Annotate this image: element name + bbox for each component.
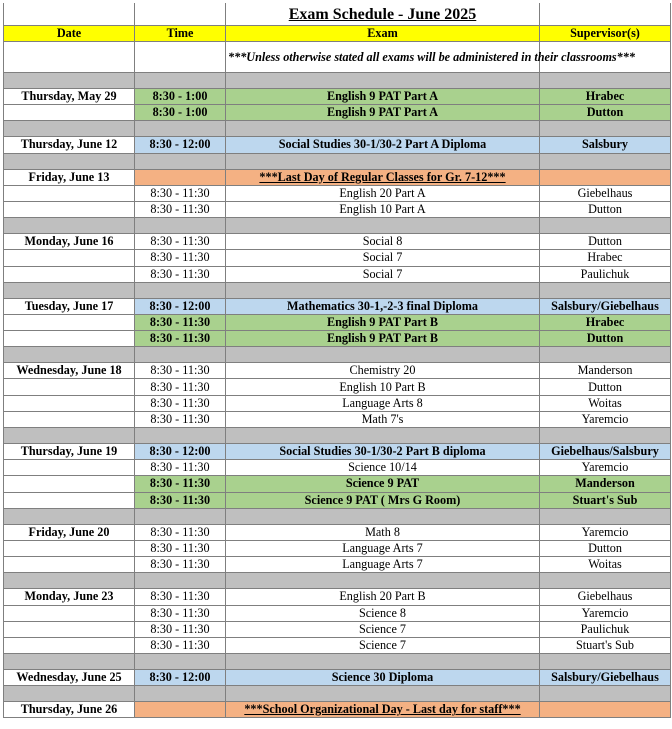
table-row	[4, 234, 671, 250]
time-cell: 8:30 - 12:00	[135, 444, 226, 460]
empty-cell	[135, 42, 226, 73]
time-cell: 8:30 - 11:30	[135, 557, 226, 573]
table-row	[4, 557, 671, 573]
supervisor-cell: Hrabec	[540, 250, 671, 266]
time-cell: 8:30 - 11:30	[135, 637, 226, 653]
separator-row	[4, 153, 671, 169]
time-cell	[135, 169, 226, 185]
exam-cell: Science 9 PAT ( Mrs G Room)	[226, 492, 540, 508]
table-row	[4, 169, 671, 185]
header-row	[4, 26, 671, 42]
exam-cell: ***Last Day of Regular Classes for Gr. 7-12***	[226, 169, 540, 185]
table-row	[4, 540, 671, 556]
date-cell	[4, 621, 135, 637]
time-cell: 8:30 - 1:00	[135, 89, 226, 105]
time-cell: 8:30 - 11:30	[135, 185, 226, 201]
exam-cell: Chemistry 20	[226, 363, 540, 379]
exam-cell: English 9 PAT Part B	[226, 331, 540, 347]
separator-row	[4, 508, 671, 524]
table-row	[4, 524, 671, 540]
date-cell: Wednesday, June 25	[4, 670, 135, 686]
supervisor-cell: Woitas	[540, 557, 671, 573]
table-row	[4, 89, 671, 105]
time-cell: 8:30 - 11:30	[135, 460, 226, 476]
date-cell: Wednesday, June 18	[4, 363, 135, 379]
time-cell: 8:30 - 11:30	[135, 621, 226, 637]
supervisor-cell: Woitas	[540, 395, 671, 411]
table-row	[4, 395, 671, 411]
title-blank	[540, 3, 671, 26]
supervisor-cell: Giebelhaus	[540, 185, 671, 201]
date-cell	[4, 314, 135, 330]
supervisor-cell: Yaremcio	[540, 411, 671, 427]
supervisor-cell: Giebelhaus	[540, 589, 671, 605]
title-blank	[135, 3, 226, 26]
supervisor-cell: Dutton	[540, 379, 671, 395]
table-row	[4, 363, 671, 379]
supervisor-cell: Manderson	[540, 476, 671, 492]
date-cell	[4, 266, 135, 282]
exam-cell: Social 8	[226, 234, 540, 250]
table-row	[4, 605, 671, 621]
table-row	[4, 250, 671, 266]
date-cell: Friday, June 20	[4, 524, 135, 540]
exam-cell: Science 10/14	[226, 460, 540, 476]
date-cell: Monday, June 23	[4, 589, 135, 605]
exam-schedule-table	[3, 3, 671, 718]
table-row	[4, 137, 671, 153]
empty-cell	[4, 42, 135, 73]
note-row	[4, 42, 671, 73]
exam-cell: English 10 Part B	[226, 379, 540, 395]
date-cell	[4, 460, 135, 476]
header-supervisor: Supervisor(s)	[540, 26, 671, 42]
time-cell: 8:30 - 12:00	[135, 670, 226, 686]
time-cell	[135, 702, 226, 718]
date-cell	[4, 605, 135, 621]
supervisor-cell: Dutton	[540, 201, 671, 217]
table-row	[4, 105, 671, 121]
table-row	[4, 411, 671, 427]
supervisor-cell: Giebelhaus/Salsbury	[540, 444, 671, 460]
exam-cell: English 9 PAT Part A	[226, 105, 540, 121]
page-title: Exam Schedule - June 2025	[226, 3, 540, 26]
supervisor-cell: Hrabec	[540, 89, 671, 105]
exam-cell: English 20 Part B	[226, 589, 540, 605]
header-exam: Exam	[226, 26, 540, 42]
supervisor-cell: Dutton	[540, 331, 671, 347]
supervisor-cell: Yaremcio	[540, 524, 671, 540]
exam-cell: English 20 Part A	[226, 185, 540, 201]
date-cell	[4, 250, 135, 266]
header-time: Time	[135, 26, 226, 42]
time-cell: 8:30 - 11:30	[135, 476, 226, 492]
table-row	[4, 621, 671, 637]
supervisor-cell: Stuart's Sub	[540, 492, 671, 508]
exam-cell: ***School Organizational Day - Last day for staff***	[226, 702, 540, 718]
separator-row	[4, 73, 671, 89]
supervisor-cell	[540, 169, 671, 185]
table-row	[4, 589, 671, 605]
exam-cell: Social Studies 30-1/30-2 Part A Diploma	[226, 137, 540, 153]
separator-row	[4, 218, 671, 234]
supervisor-cell: Yaremcio	[540, 605, 671, 621]
date-cell: Thursday, May 29	[4, 89, 135, 105]
table-row	[4, 444, 671, 460]
date-cell	[4, 105, 135, 121]
classroom-note: ***Unless otherwise stated all exams will be administered in their classrooms***	[226, 42, 540, 73]
date-cell: Thursday, June 19	[4, 444, 135, 460]
table-row	[4, 702, 671, 718]
time-cell: 8:30 - 11:30	[135, 266, 226, 282]
date-cell	[4, 379, 135, 395]
table-row	[4, 266, 671, 282]
table-row	[4, 201, 671, 217]
date-cell	[4, 411, 135, 427]
time-cell: 8:30 - 12:00	[135, 298, 226, 314]
time-cell: 8:30 - 11:30	[135, 540, 226, 556]
time-cell: 8:30 - 11:30	[135, 524, 226, 540]
separator-row	[4, 654, 671, 670]
table-row	[4, 331, 671, 347]
title-blank	[4, 3, 135, 26]
date-cell	[4, 476, 135, 492]
supervisor-cell: Dutton	[540, 540, 671, 556]
date-cell	[4, 492, 135, 508]
exam-cell: Social 7	[226, 266, 540, 282]
table-row	[4, 185, 671, 201]
exam-cell: English 10 Part A	[226, 201, 540, 217]
supervisor-cell: Dutton	[540, 105, 671, 121]
time-cell: 8:30 - 12:00	[135, 137, 226, 153]
time-cell: 8:30 - 11:30	[135, 363, 226, 379]
date-cell: Thursday, June 26	[4, 702, 135, 718]
supervisor-cell	[540, 702, 671, 718]
time-cell: 8:30 - 11:30	[135, 605, 226, 621]
date-cell	[4, 395, 135, 411]
date-cell	[4, 637, 135, 653]
date-cell: Friday, June 13	[4, 169, 135, 185]
time-cell: 8:30 - 11:30	[135, 250, 226, 266]
supervisor-cell: Hrabec	[540, 314, 671, 330]
supervisor-cell: Manderson	[540, 363, 671, 379]
header-date: Date	[4, 26, 135, 42]
exam-cell: English 9 PAT Part B	[226, 314, 540, 330]
table-row	[4, 298, 671, 314]
time-cell: 8:30 - 11:30	[135, 234, 226, 250]
exam-cell: Science 7	[226, 637, 540, 653]
table-row	[4, 476, 671, 492]
title-row	[4, 3, 671, 26]
date-cell: Monday, June 16	[4, 234, 135, 250]
table-row	[4, 379, 671, 395]
time-cell: 8:30 - 11:30	[135, 331, 226, 347]
exam-cell: Language Arts 8	[226, 395, 540, 411]
supervisor-cell: Paulichuk	[540, 621, 671, 637]
separator-row	[4, 121, 671, 137]
exam-cell: English 9 PAT Part A	[226, 89, 540, 105]
supervisor-cell: Stuart's Sub	[540, 637, 671, 653]
date-cell	[4, 201, 135, 217]
exam-cell: Mathematics 30-1,-2-3 final Diploma	[226, 298, 540, 314]
time-cell: 8:30 - 11:30	[135, 492, 226, 508]
date-cell	[4, 185, 135, 201]
supervisor-cell: Salsbury	[540, 137, 671, 153]
date-cell	[4, 540, 135, 556]
date-cell: Thursday, June 12	[4, 137, 135, 153]
supervisor-cell: Dutton	[540, 234, 671, 250]
time-cell: 8:30 - 11:30	[135, 395, 226, 411]
exam-cell: Math 8	[226, 524, 540, 540]
date-cell	[4, 557, 135, 573]
separator-row	[4, 282, 671, 298]
table-row	[4, 492, 671, 508]
date-cell	[4, 331, 135, 347]
exam-cell: Social 7	[226, 250, 540, 266]
exam-cell: Language Arts 7	[226, 540, 540, 556]
separator-row	[4, 428, 671, 444]
time-cell: 8:30 - 11:30	[135, 314, 226, 330]
exam-cell: Science 30 Diploma	[226, 670, 540, 686]
time-cell: 8:30 - 1:00	[135, 105, 226, 121]
table-row	[4, 637, 671, 653]
exam-cell: Social Studies 30-1/30-2 Part B diploma	[226, 444, 540, 460]
separator-row	[4, 686, 671, 702]
time-cell: 8:30 - 11:30	[135, 379, 226, 395]
date-cell: Tuesday, June 17	[4, 298, 135, 314]
time-cell: 8:30 - 11:30	[135, 411, 226, 427]
supervisor-cell: Salsbury/Giebelhaus	[540, 670, 671, 686]
table-row	[4, 314, 671, 330]
time-cell: 8:30 - 11:30	[135, 201, 226, 217]
exam-cell: Language Arts 7	[226, 557, 540, 573]
table-row	[4, 460, 671, 476]
exam-cell: Math 7's	[226, 411, 540, 427]
supervisor-cell: Yaremcio	[540, 460, 671, 476]
supervisor-cell: Salsbury/Giebelhaus	[540, 298, 671, 314]
table-row	[4, 670, 671, 686]
time-cell: 8:30 - 11:30	[135, 589, 226, 605]
exam-cell: Science 9 PAT	[226, 476, 540, 492]
separator-row	[4, 573, 671, 589]
exam-cell: Science 7	[226, 621, 540, 637]
exam-cell: Science 8	[226, 605, 540, 621]
supervisor-cell: Paulichuk	[540, 266, 671, 282]
separator-row	[4, 347, 671, 363]
